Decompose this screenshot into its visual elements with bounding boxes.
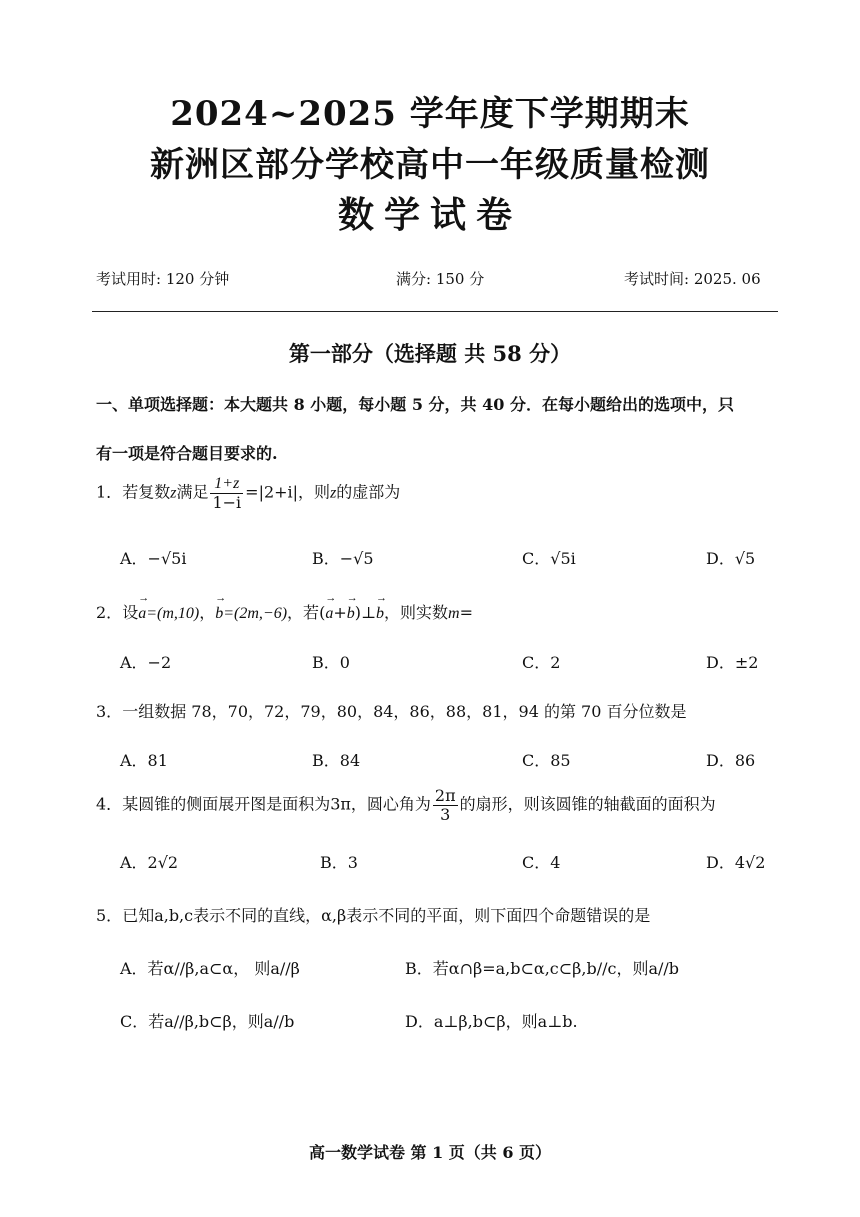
vector-b: → b: [215, 605, 223, 623]
option-b: B．84: [312, 751, 361, 770]
option-b: B．若α∩β=a,b⊂α,c⊂β,b//c，则a//b: [405, 959, 680, 978]
option-d: D．4√2: [706, 853, 766, 872]
option-d: D．86: [706, 751, 756, 770]
section-instructions-line2: 有一项是符合题目要求的.: [96, 444, 278, 463]
question-4: 4．某圆锥的侧面展开图是面积为3π，圆心角为 $\frac{2\pi}{3}$ 的扇形，则该圆锥的轴截面的面积为: [96, 786, 716, 824]
option-c: C．2: [522, 653, 561, 672]
exam-date: 考试时间: 2025. 06: [624, 270, 761, 288]
section-instructions-line1: 一、单项选择题：本大题共 8 小题，每小题 5 分，共 40 分．在每小题给出的选项中，只: [96, 395, 734, 414]
part-title: 第一部分（选择题 共 58 分）: [288, 341, 572, 366]
question-number: 1．: [96, 482, 123, 502]
question-5: 5．已知a,b,c表示不同的直线，α,β表示不同的平面，则下面四个命题错误的是: [96, 906, 651, 925]
option-a: A．−√5i: [120, 549, 187, 568]
option-b: B．−√5: [312, 549, 374, 568]
question-2: 2．设→ a=(m,10)，→ b=(2m,−6)，若(→ a+→ b)⊥→ b，则实数m=: [96, 600, 473, 623]
fraction: $\frac{1+z}{1-i}$: [212, 475, 242, 512]
question-number: 2．: [96, 603, 123, 622]
exam-title-line2: 新洲区部分学校高中一年级质量检测: [150, 145, 710, 185]
vector-a: → a: [138, 605, 146, 623]
question-1: 1．若复数z满足 $\frac{1+z}{1-i}$ =|2+i|，则z的虚部为: [96, 475, 401, 512]
option-b: B．0: [312, 653, 350, 672]
exam-duration: 考试用时: 120 分钟: [96, 270, 230, 288]
option-d: D．√5: [706, 549, 756, 568]
question-number: 3．: [96, 702, 123, 721]
option-d: D．±2: [706, 653, 759, 672]
option-c: C．若a//β,b⊂β，则a//b: [120, 1012, 295, 1031]
option-a: A．若α//β,a⊂α， 则a//β: [120, 959, 300, 978]
option-d: D．a⊥β,b⊂β，则a⊥b.: [405, 1012, 578, 1031]
option-a: A．−2: [120, 653, 172, 672]
header-divider: [92, 311, 778, 312]
page-footer: 高一数学试卷 第 1 页（共 6 页）: [308, 1143, 552, 1162]
exam-title-line1: 2024~2025 学年度下学期期末: [170, 94, 690, 134]
option-c: C．85: [522, 751, 571, 770]
option-b: B．3: [320, 853, 358, 872]
question-3: 3．一组数据 78，70，72，79，80，84，86，88，81，94 的第 70 百分位数是: [96, 702, 687, 721]
option-c: C．√5i: [522, 549, 576, 568]
question-number: 4．: [96, 794, 123, 814]
fraction: $\frac{2\pi}{3}$: [434, 786, 456, 824]
exam-title-subject: 数学试卷: [337, 194, 522, 236]
option-a: A．2√2: [120, 853, 179, 872]
question-number: 5．: [96, 906, 123, 925]
option-c: C．4: [522, 853, 561, 872]
option-a: A．81: [120, 751, 168, 770]
full-score: 满分: 150 分: [396, 270, 485, 288]
